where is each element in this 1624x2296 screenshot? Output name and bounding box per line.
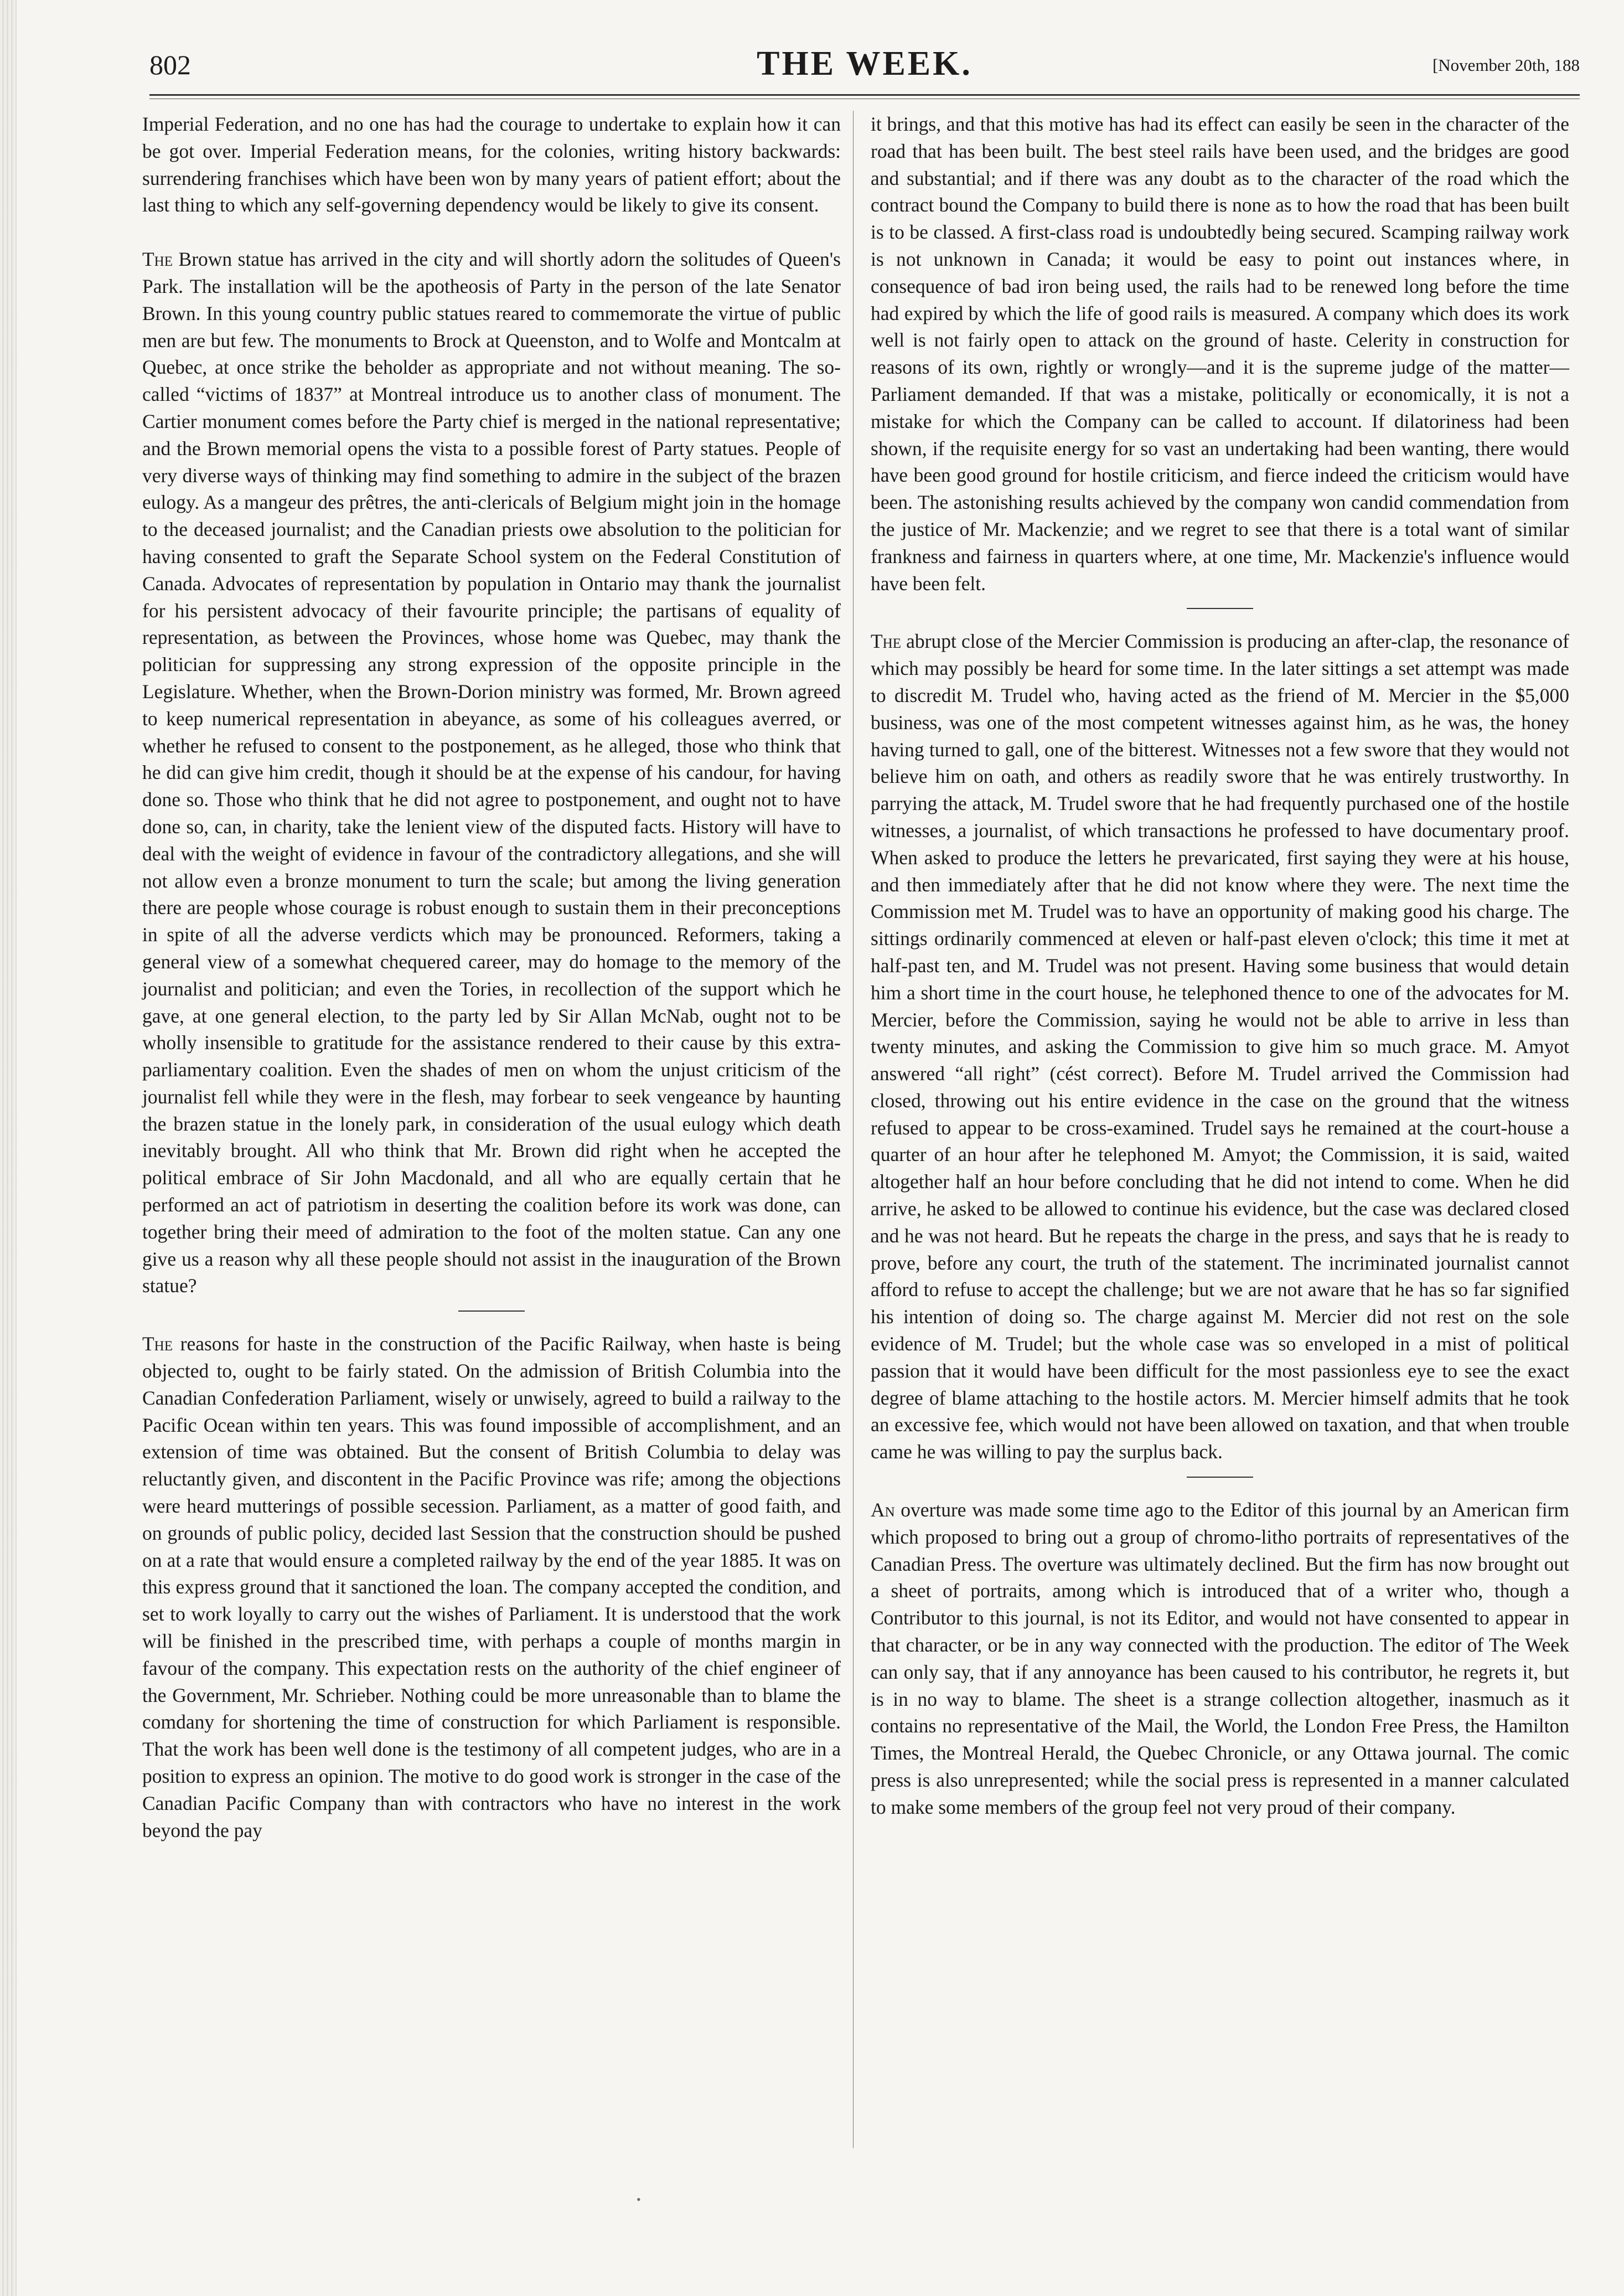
header-rule-thick [149, 94, 1580, 96]
article-paragraph: An overture was made some time ago to the Editor of this journal by an American firm which proposed to bring out a group of chromo-litho portraits of representatives of the Canadian Press. The overture was ultimately declined. But the firm has now brought out a sheet of portraits, among which is introduced that of a writer who, though a Contributor to this journal, is not its Editor, and would not have consented to appear in that character, or be in any way connected with the production. The editor of The Week can only say, that if any annoyance has been caused to his contributor, he regrets it, but is in no way to blame. The sheet is a strange collection altogether, inasmuch as it contains no representative of the Mail, the World, the London Free Press, the Hamilton Times, the Montreal Herald, the Quebec Chronicle, or any Ottawa journal. The comic press is also unrepresented; while the social press is represented in a manner calculated to make some members of the group feel not very proud of their company. [871, 1499, 1569, 1818]
article-paragraph: it brings, and that this motive has had its effect can easily be seen in the character of the road that has been built. The best steel rails have been used, and the bridges are good and substantial; and if there was any doubt as to the character of the road which the contract bound the Company to build there is none as to how the road that has been built is to be classed. A first-class road is undoubtedly being secured. Scamping railway work is not unknown in Canada; it would be easy to point out instances where, in consequence of bad iron being used, the rails had to be renewed long before the time had expired by which the life of good rails is measured. A company which does its work well is not fairly open to attack on the ground of haste. Celerity in construction for reasons of its own, rightly or wrongly—and it is the supreme judge of the matter—Parliament demanded. If that was a mistake, politically or economically, it is not a mistake for which the Company can be called to account. If dilatoriness had been shown, if the requisite energy for so vast an undertaking had been wanting, there would have been good ground for hostile criticism, and fierce indeed the criticism would have been. The astonishing results achieved by the company won candid commendation from the justice of Mr. Mackenzie; and we regret to see that there is a total want of similar frankness and fairness in quarters where, at one time, Mr. Mackenzie's influence would have been felt. [871, 113, 1569, 595]
article-paragraph: The reasons for haste in the construction of the Pacific Railway, when haste is being objected to, ought to be fairly stated. On the admission of British Columbia into the Canadian Confederation Parliament, wisely or unwisely, agreed to build a railway to the Pacific Ocean within ten years. This was found impossible of accomplishment, and an extension of time was obtained. But the consent of British Columbia to delay was reluctantly given, and discontent in the Pacific Province was rife; among the objections were heard mutterings of possible secession. Parliament, as a matter of good faith, and on grounds of public policy, decided last Session that the construction should be pushed on at a rate that would ensure a completed railway by the end of the year 1885. It was on this express ground that it sanctioned the loan. The company accepted the condition, and set to work loyally to carry out the wishes of Parliament. It is understood that the work will be finished in the prescribed time, with perhaps a couple of months margin in favour of the company. This expectation rests on the authority of the chief engineer of the Government, Mr. Schrieber. Nothing could be more unreasonable than to blame the comdany for shortening the time of construction for which Parliament is responsible. That the work has been well done is the testimony of all competent judges, who are in a position to express an opinion. The motive to do good work is stronger in the case of the Canadian Pacific Company than with contractors who have no interest in the work beyond the pay [142, 1333, 841, 1841]
left-column [142, 111, 841, 2148]
print-mark: • [637, 2192, 641, 2206]
section-divider [1187, 1477, 1253, 1478]
section-divider [1187, 608, 1253, 609]
book-binding-edge [0, 0, 17, 2296]
article-paragraph: Imperial Federation, and no one has had the courage to undertake to explain how it can be got over. Imperial Federation means, for the colonies, writing history backwards: surrendering franchises which have been won by many years of patient effort; about the last thing to which any self-governing dependency would be likely to give its consent. [142, 113, 841, 216]
page-number: 802 [149, 49, 191, 80]
right-column [871, 111, 1569, 2148]
column-divider [853, 111, 854, 2148]
article-paragraph: The abrupt close of the Mercier Commission is producing an after-clap, the resonance of which may possibly be heard for some time. In the later sittings a set attempt was made to discredit M. Trudel who, having acted as the friend of M. Mercier in the $5,000 business, was one of the most competent witnesses against him, as he was, the honey having turned to gall, one of the bitterest. Witnesses not a few swore that they would not believe him on oath, and others as readily swore that he was entirely trustworthy. In parrying the attack, M. Trudel swore that he had frequently purchased one of the hostile witnesses, a journalist, of which transactions he professed to have documentary proof. When asked to produce the letters he prevaricated, first saying they were at his house, and then immediately after that he did not know where they were. The next time the Commission met M. Trudel was to have an opportunity of making good his charge. The sittings ordinarily commenced at eleven or half-past eleven o'clock; this time it met at half-past ten, and M. Trudel was not present. Having some business that would detain him a short time in the court house, he telephoned thence to one of the advocates for M. Mercier, before the Commission, saying he would not be able to arrive in less than twenty minutes, and asking the Commission to give him so much grace. M. Amyot answered “all right” (cést correct). Before M. Trudel arrived the Commission had closed, throwing out his entire evidence in the case on the ground that the witness refused to appear to be cross-examined. Trudel says he remained at the court-house a quarter of an hour after he telephoned M. Amyot; the Commission, it is said, waited altogether half an hour before concluding that he did not intend to come. When he did arrive, he asked to be allowed to continue his evidence, but the case was declared closed and he was not heard. But he repeats the charge in the press, and says that he is ready to prove, before any court, the truth of the statement. The incriminated journalist cannot afford to refuse to accept the challenge; but we are not aware that he has so far signified his intention of doing so. The charge against M. Mercier did not rest on the sole evidence of M. Trudel; but the whole case was so enveloped in a mist of political passion that it would have been difficult for the most passionless eye to see the exact degree of blame attaching to the hostile actors. M. Mercier himself admits that he took an excessive fee, which would not have been allowed on taxation, and that when trouble came he was willing to pay the surplus back. [871, 630, 1569, 1463]
issue-date: [November 20th, 188 [1432, 55, 1580, 75]
masthead-title: THE WEEK. [757, 45, 973, 82]
section-divider [458, 1310, 525, 1312]
page-header [149, 44, 1580, 89]
article-paragraph: The Brown statue has arrived in the city and will shortly adorn the solitudes of Queen's Park. The installation will be the apotheosis of Party in the person of the late Senator Brown. In this young country public statues reared to commemorate the virtue of public men are but few. The monuments to Brock at Queenston, and to Wolfe and Montcalm at Quebec, at once strike the beholder as appropriate and not without meaning. The so-called “victims of 1837” at Montreal introduce us to another class of monument. The Cartier monument comes before the Party chief is merged in the national representative; and the Brown memorial opens the vista to a possible forest of Party statues. People of very diverse ways of thinking may find something to admire in the subject of the brazen eulogy. As a mangeur des prêtres, the anti-clericals of Belgium might join in the homage to the deceased journalist; and the Canadian priests owe absolution to the politician for having consented to graft the Separate School system on the Federal Constitution of Canada. Advocates of representation by population in Ontario may thank the journalist for his persistent advocacy of their favourite principle; the partisans of equality of representation, as between the Provinces, whose home was Quebec, may thank the politician for suppressing any strong expression of the opposite principle in the Legislature. Whether, when the Brown-Dorion ministry was formed, Mr. Brown agreed to keep numerical representation in abeyance, as some of his colleagues averred, or whether he refused to consent to the postponement, as he alleged, those who think that he did can give him credit, though it should be at the expense of his candour, for having done so. Those who think that he did not agree to postponement, and ought not to have done so, can, in charity, take the lenient view of the disputed facts. History will have to deal with the weight of evidence in favour of the contradictory allegations, and she will not allow even a bronze monument to turn the scale; but among the living generation there are people whose courage is robust enough to sustain them in their preconceptions in spite of all the adverse verdicts which may be pronounced. Reformers, taking a general view of a somewhat chequered career, may do homage to the memory of the journalist and politician; and even the Tories, in recollection of the support which he gave, at one general election, to the party led by Sir Allan McNab, ought not to be wholly insensible to gratitude for the assistance rendered to their cause by this extra-parliamentary coalition. Even the shades of men on whom the unjust criticism of the journalist fell while they were in the flesh, may forbear to seek vengeance by haunting the brazen statue in the lonely park, in consideration of the usual eulogy which death inevitably brought. All who think that Mr. Brown did right when he accepted the political embrace of Sir John Macdonald, and all who are equally certain that he performed an act of patriotism in deserting the coalition before its work was done, can together bring their meed of admiration to the foot of the molten statue. Can any one give us a reason why all these people should not assist in the inauguration of the Brown statue? [142, 248, 841, 1297]
